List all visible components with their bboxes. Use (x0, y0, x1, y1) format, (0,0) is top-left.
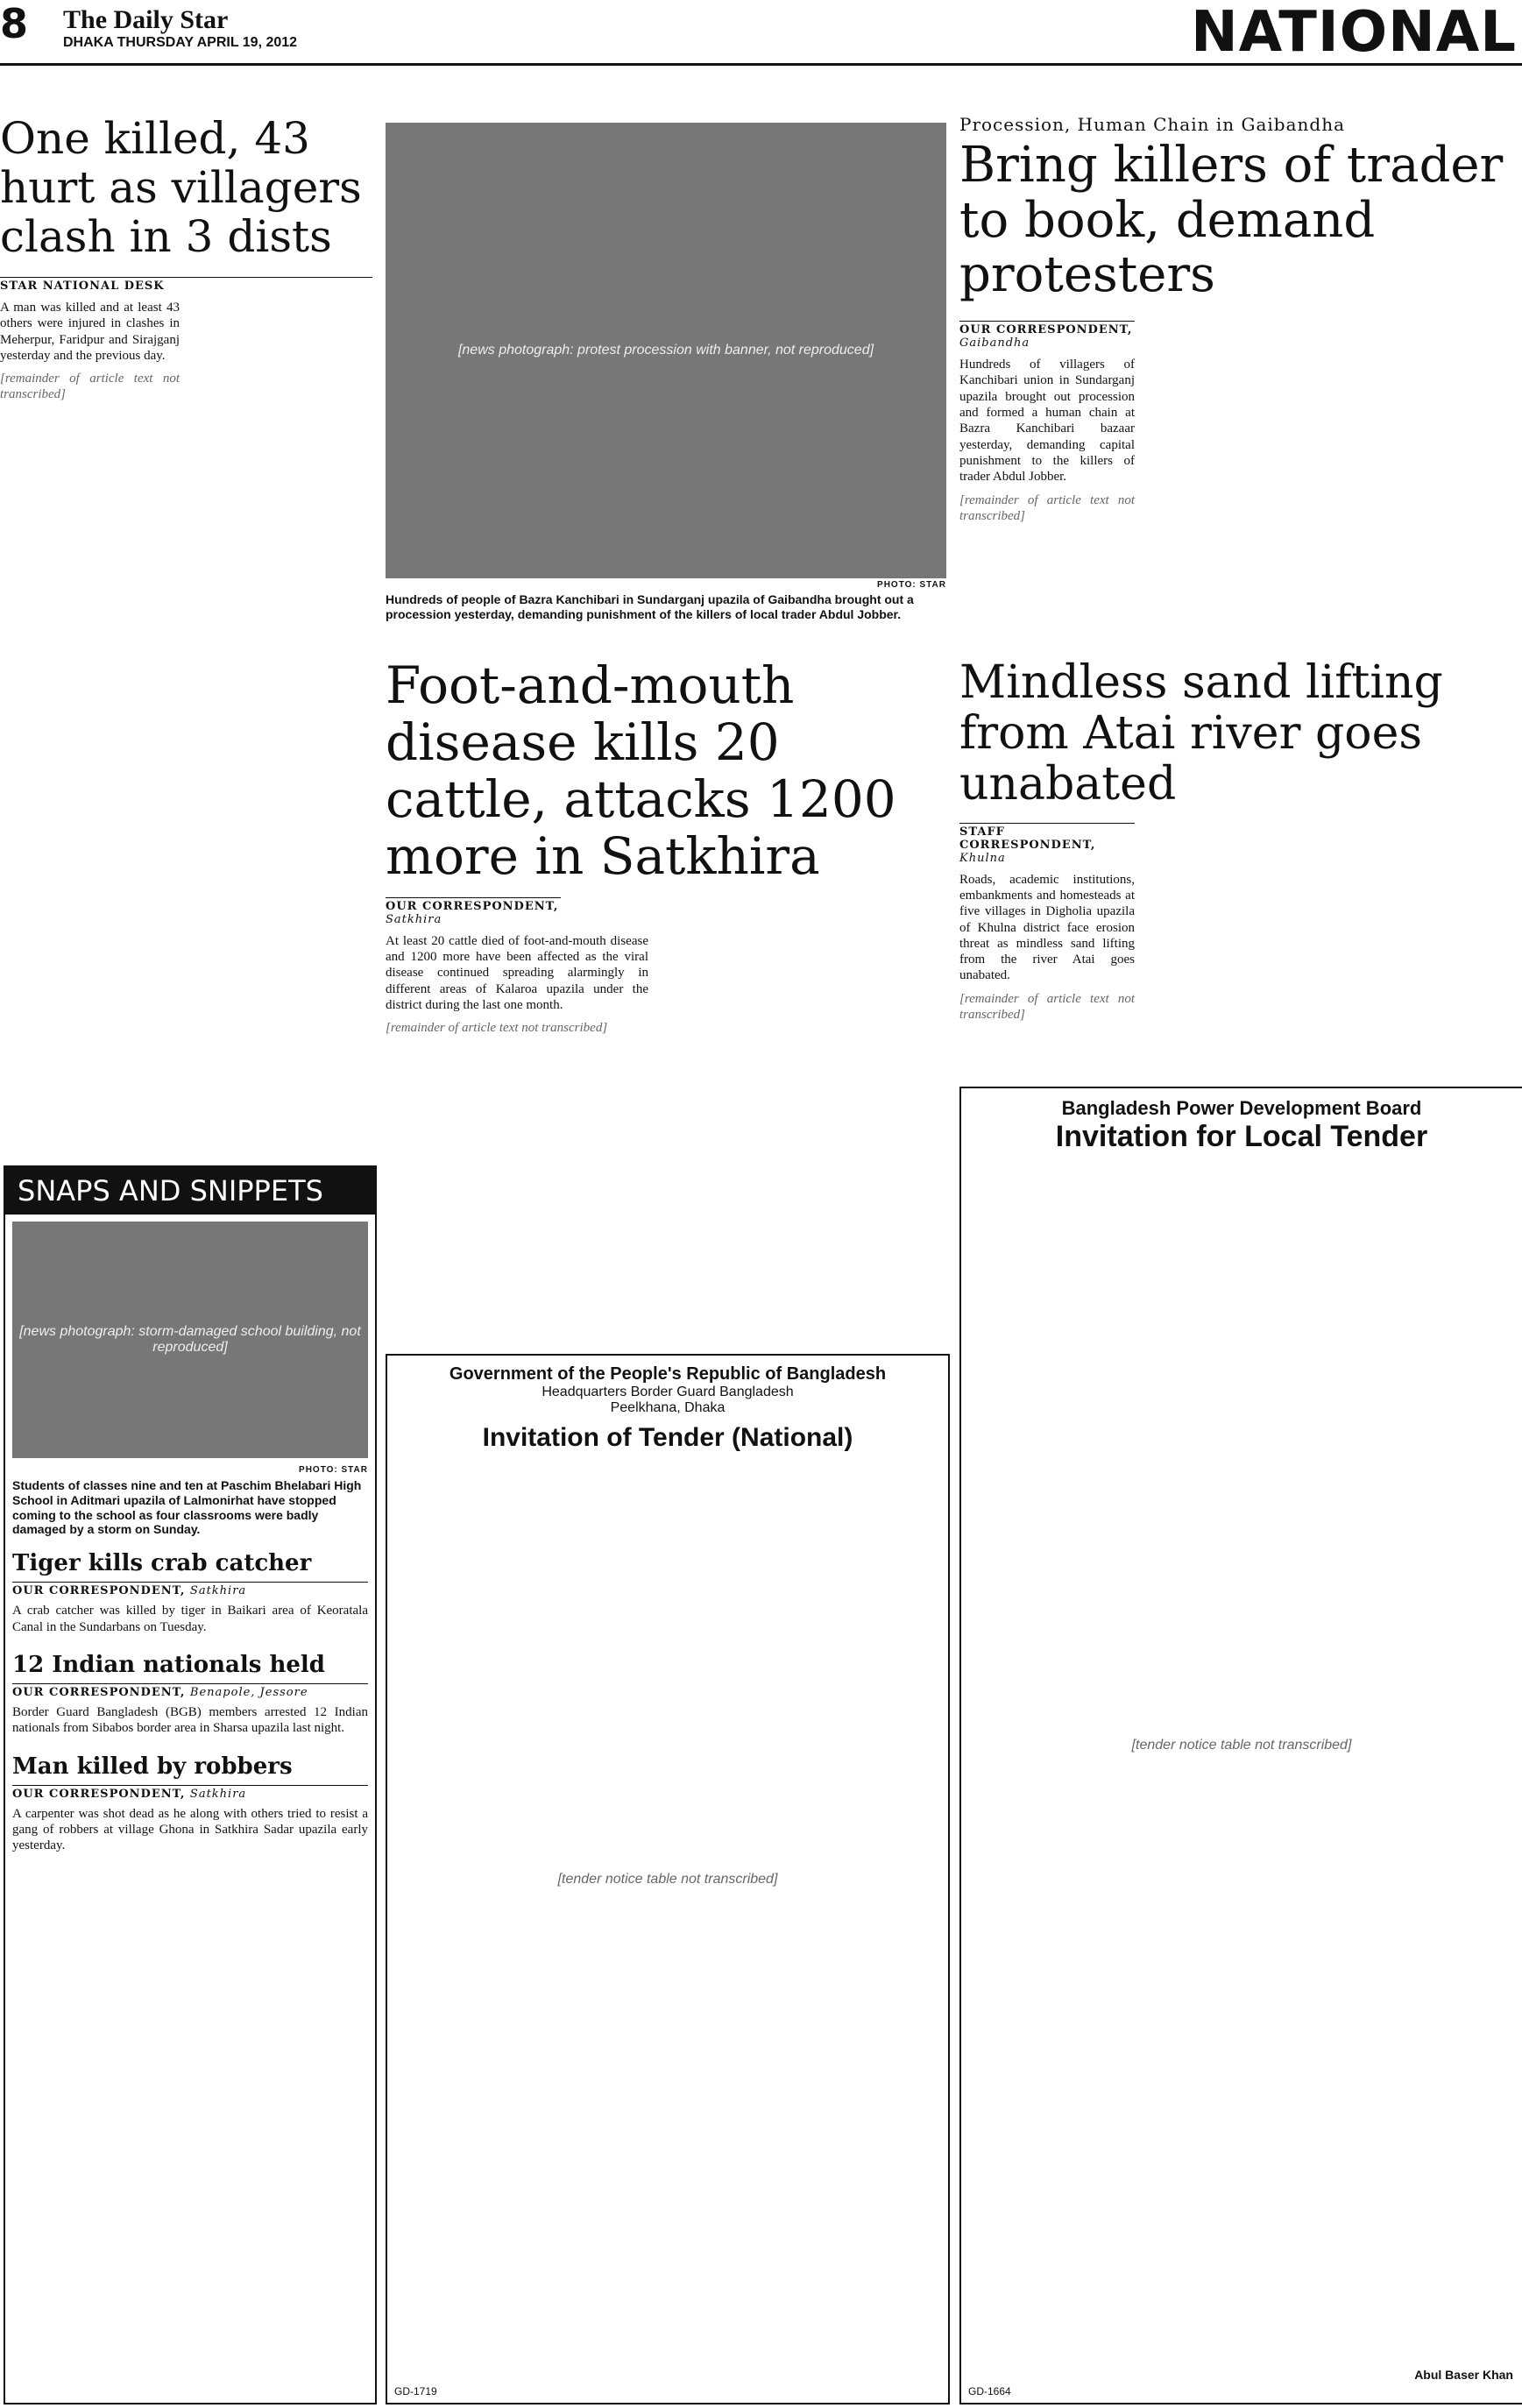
body-placeholder: [remainder of article text not transcribed] (959, 991, 1135, 1023)
snaps-photo (12, 1222, 368, 1458)
ad-ref: GD-1664 (968, 2385, 1011, 2397)
snaps-title: SNAPS AND SNIPPETS (5, 1167, 375, 1215)
story-photo (386, 123, 946, 578)
lede: A man was killed and at least 43 others were injured in clashes in Meherpur, Faridpur and Sirajganj yesterday and the previous day. (0, 301, 180, 363)
lede: Roads, academic institutions, embankments and homesteads at five villages in Digholia upazila of Khulna district face erosion threat as mindless sand lifting from the river Atai goes unabated. (959, 872, 1135, 983)
photo-placeholder: [news photograph: protest procession with banner, not reproduced] (457, 343, 874, 358)
story-clash (0, 114, 372, 403)
ad-sub1: Headquarters Border Guard Bangladesh (542, 1385, 794, 1399)
story-sand-lifting (959, 657, 1520, 1023)
headline: One killed, 43 hurt as villagers clash in 3 dists (0, 113, 362, 262)
masthead-rule (0, 63, 1522, 66)
ad-bgb-tender (386, 1354, 950, 2404)
dateline: DHAKA THURSDAY APRIL 19, 2012 (63, 35, 298, 50)
lede: At least 20 cattle died of foot-and-mouth disease and 1200 more have been affected as the viral disease continued spreading alarmingly in different areas of Kalaroa upazila under the district during the last one month. (386, 933, 648, 1012)
photo-credit: PHOTO: STAR (299, 1465, 368, 1475)
snaps-box (4, 1165, 377, 2404)
photo-placeholder: [news photograph: storm-damaged school building, not reproduced] (19, 1324, 361, 1355)
photo-credit: PHOTO: STAR (877, 580, 946, 590)
ad-org: Bangladesh Power Development Board (1061, 1097, 1422, 1119)
table-placeholder: [tender notice table not transcribed] (557, 1871, 778, 1887)
story-gaibandha (959, 114, 1520, 524)
body-placeholder: [remainder of article text not transcribed] (386, 1021, 608, 1036)
body-placeholder: [remainder of article text not transcribed] (959, 492, 1135, 523)
ad-title: Invitation for Local Tender (1055, 1120, 1428, 1153)
headline: Mindless sand lifting from Atai river goes unabated (959, 656, 1443, 811)
lede: Hundreds of villagers of Kanchibari union in Sundarganj upazila brought out procession and formed a human chain at Bazra Kanchibari bazaar yesterday, demanding capital punishment to the killers of trader Abdul Jobber. (959, 358, 1135, 485)
photo-caption: Hundreds of people of Bazra Kanchibari in Sundarganj upazila of Gaibandha brought out a procession yesterday, demanding punishment of the killers of local trader Abdul Jobber. (386, 592, 914, 621)
kicker: Procession, Human Chain in Gaibandha (959, 114, 1345, 135)
snippet: 12 Indian nationals held OUR CORRESPONDENT, Benapole, Jessore Border Guard Bangladesh (BGB) members arrested 12 Indian nationals from Sibabos border area in Sharsa upazila last night. (12, 1651, 368, 1736)
headline: Bring killers of trader to book, demand protesters (959, 137, 1504, 304)
ad-signatory: Abul Baser Khan (1414, 2368, 1513, 2382)
ad-title: Invitation of Tender (National) (482, 1423, 853, 1452)
section-title: NATIONAL (1191, 0, 1517, 65)
byline: OUR CORRESPONDENT, Gaibandha (959, 321, 1135, 350)
snippet: Tiger kills crab catcher OUR CORRESPONDENT, Satkhira A crab catcher was killed by tiger in Baikari area of Keoratala Canal in the Sundarbans on Tuesday. (12, 1550, 368, 1634)
table-placeholder: [tender notice table not transcribed] (1131, 1738, 1352, 1753)
byline: STAFF CORRESPONDENT, Khulna (959, 823, 1135, 865)
byline: STAR NATIONAL DESK (0, 277, 372, 293)
story-foot-and-mouth (386, 657, 946, 1037)
photo-caption: Students of classes nine and ten at Paschim Bhelabari High School in Aditmari upazila of Lalmonirhat have stopped coming to the school as four classrooms were badly damaged by a storm on Sunday. (12, 1478, 362, 1537)
ad-org: Government of the People's Republic of Bangladesh (449, 1364, 887, 1384)
paper-name: The Daily Star (63, 5, 229, 34)
body-placeholder: [remainder of article text not transcribed] (0, 372, 180, 402)
byline: OUR CORRESPONDENT, Satkhira (386, 897, 561, 926)
ad-sub2: Peelkhana, Dhaka (610, 1400, 726, 1415)
snippet: Man killed by robbers OUR CORRESPONDENT, Satkhira A carpenter was shot dead as he along with others tried to resist a gang of robbers at village Ghona in Satkhira Sadar upazila early yesterday. (12, 1753, 368, 1853)
ad-bpdb-tender (959, 1087, 1522, 2404)
headline: Foot-and-mouth disease kills 20 cattle, attacks 1200 more in Satkhira (386, 655, 896, 886)
page-number: 8 (0, 0, 29, 47)
ad-ref: GD-1719 (394, 2385, 437, 2397)
